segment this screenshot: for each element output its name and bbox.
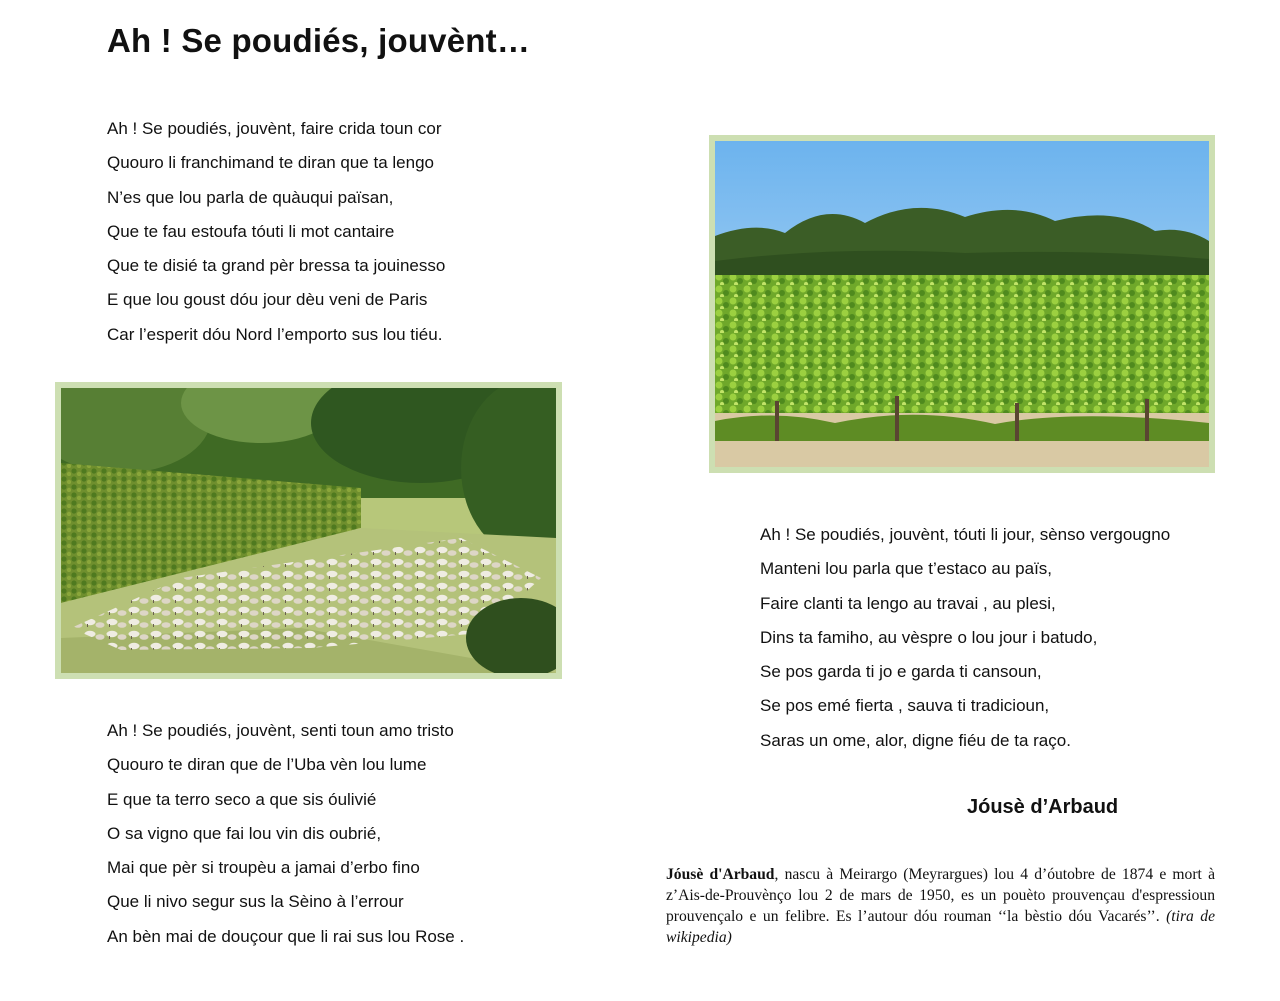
poem-line: An bèn mai de douçour que li rai sus lou Rose . bbox=[107, 926, 465, 946]
poem-line: N’es que lou parla de quàuqui païsan, bbox=[107, 187, 394, 207]
poem-line: O sa vigno que fai lou vin dis oubrié, bbox=[107, 823, 382, 843]
bio-source: (tira de wikipedia) bbox=[666, 908, 1215, 946]
poem-line: Quouro li franchimand te diran que ta lengo bbox=[107, 153, 434, 173]
stanza-3 bbox=[760, 518, 1170, 758]
poem-line: Ah ! Se poudiés, jouvènt, senti toun amo tristo bbox=[107, 721, 454, 740]
sheep-pasture-photo bbox=[55, 382, 562, 679]
stanza-2 bbox=[107, 714, 464, 954]
author-bio bbox=[666, 864, 1215, 948]
poem-line: Ah ! Se poudiés, jouvènt, tóuti li jour, sènso vergougno bbox=[760, 525, 1171, 544]
poem-line: Saras un ome, alor, digne fiéu de ta raço. bbox=[760, 730, 1071, 750]
poem-line: Dins ta famiho, au vèspre o lou jour i batudo, bbox=[760, 627, 1098, 647]
author-signature: Jóusè d’Arbaud bbox=[967, 796, 1119, 818]
poem-line: Manteni lou parla que t’estaco au païs, bbox=[760, 559, 1053, 579]
vineyard-image bbox=[715, 141, 1209, 467]
poem-line: Que te disié ta grand pèr bressa ta jouinesso bbox=[107, 256, 446, 276]
poem-line: Ah ! Se poudiés, jouvènt, faire crida toun cor bbox=[107, 119, 442, 138]
poem-line: E que ta terro seco a que sis óulivié bbox=[107, 789, 377, 809]
stanza-1 bbox=[107, 112, 445, 352]
poem-line: Que te fau estoufa tóuti li mot cantaire bbox=[107, 221, 395, 241]
poem-line: Faire clanti ta lengo au travai , au plesi, bbox=[760, 593, 1056, 613]
poem-line: Que li nivo segur sus la Sèino à l’errour bbox=[107, 892, 404, 912]
poem-line: E que lou goust dóu jour dèu veni de Paris bbox=[107, 290, 428, 310]
poem-title: Ah ! Se poudiés, jouvènt… bbox=[107, 22, 531, 59]
bio-text: , nascu à Meirargo (Meyrargues) lou 4 d’óutobre de 1874 e mort à z’Ais-de-Prouvènço lou 2 de mars de 1950, es un pouèto prouvençau d'espressioun prouvençalo e un felibre. Es l’autour dóu rouman ‘‘la bèstio dóu Vacarés’’. bbox=[666, 866, 1215, 925]
poem-line: Se pos emé fierta , sauva ti tradicioun, bbox=[760, 696, 1050, 716]
vineyard-photo bbox=[709, 135, 1215, 473]
poem-line: Car l’esperit dóu Nord l’emporto sus lou tiéu. bbox=[107, 324, 443, 344]
sheep-pasture-image bbox=[61, 388, 556, 673]
poem-line: Mai que pèr si troupèu a jamai d’erbo fino bbox=[107, 858, 420, 878]
poem-line: Quouro te diran que de l’Uba vèn lou lume bbox=[107, 755, 427, 775]
bio-name: Jóusè d'Arbaud bbox=[666, 866, 775, 883]
poem-line: Se pos garda ti jo e garda ti cansoun, bbox=[760, 662, 1042, 682]
